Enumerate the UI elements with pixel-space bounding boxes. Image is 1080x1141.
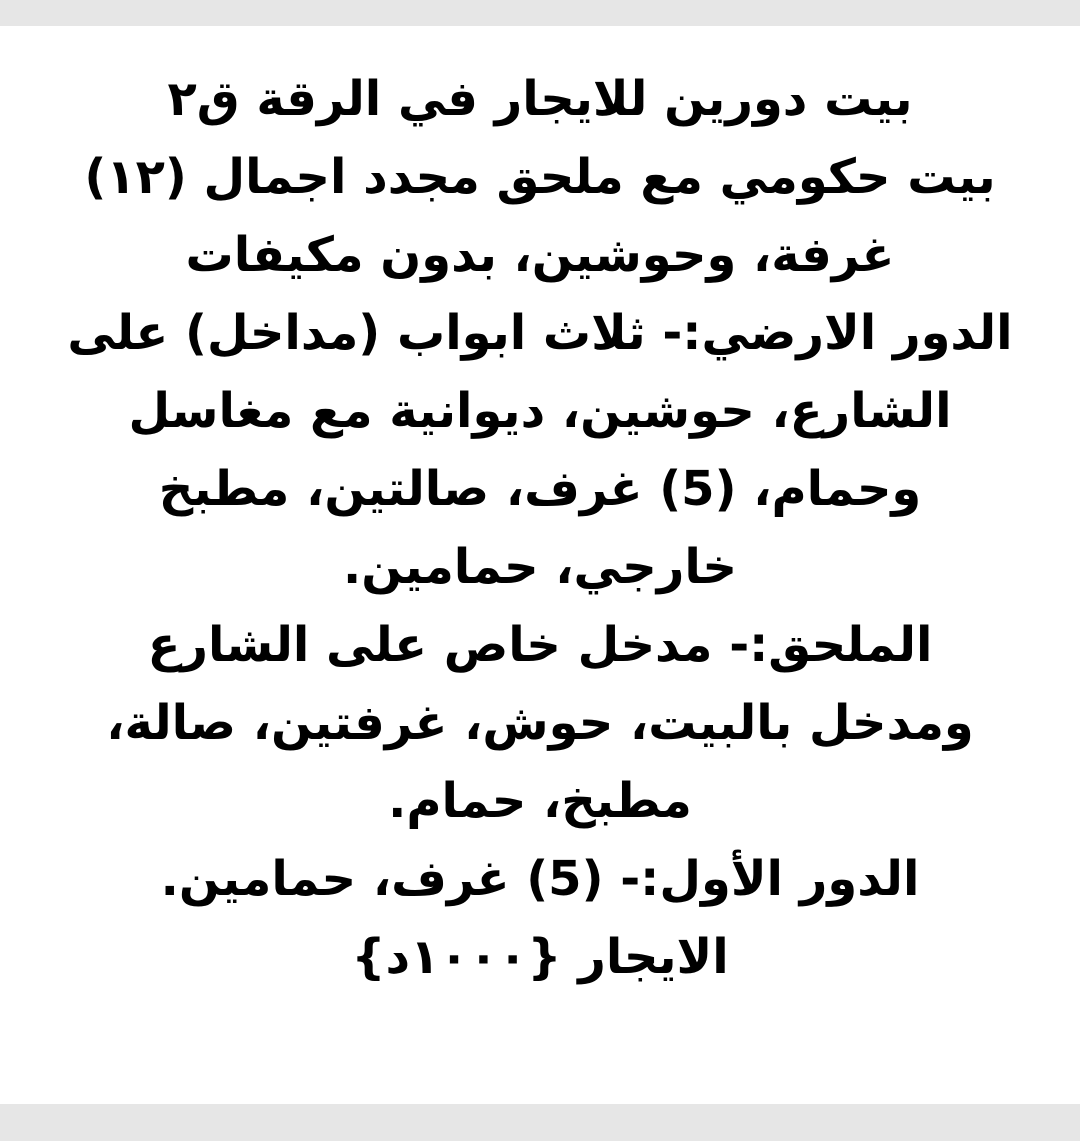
bottom-frame-strip: [0, 1104, 1080, 1141]
price-line: الايجار {١٠٠٠د}: [351, 929, 729, 985]
top-frame-strip: [0, 0, 1080, 26]
text-line: وحمام، (5) غرف، صالتين، مطبخ: [158, 461, 922, 517]
text-line: غرفة، وحوشين، بدون مكيفات: [185, 227, 895, 283]
title-line: بيت دورين للايجار في الرقة ق٢: [167, 71, 913, 127]
listing-text: [30, 60, 1050, 996]
text-line: مطبخ، حمام.: [388, 773, 692, 829]
text-line: الشارع، حوشين، ديوانية مع مغاسل: [128, 383, 952, 439]
text-line: الدور الأول:- (5) غرف، حمامين.: [160, 851, 920, 907]
text-line: ومدخل بالبيت، حوش، غرفتين، صالة،: [106, 695, 974, 751]
text-line: الملحق:- مدخل خاص على الشارع: [147, 617, 933, 673]
text-line: بيت حكومي مع ملحق مجدد اجمال (١٢): [84, 149, 996, 205]
document-page: [0, 26, 1080, 1104]
text-line: خارجي، حمامين.: [343, 539, 737, 595]
text-line: الدور الارضي:- ثلاث ابواب (مداخل) على: [67, 305, 1013, 361]
